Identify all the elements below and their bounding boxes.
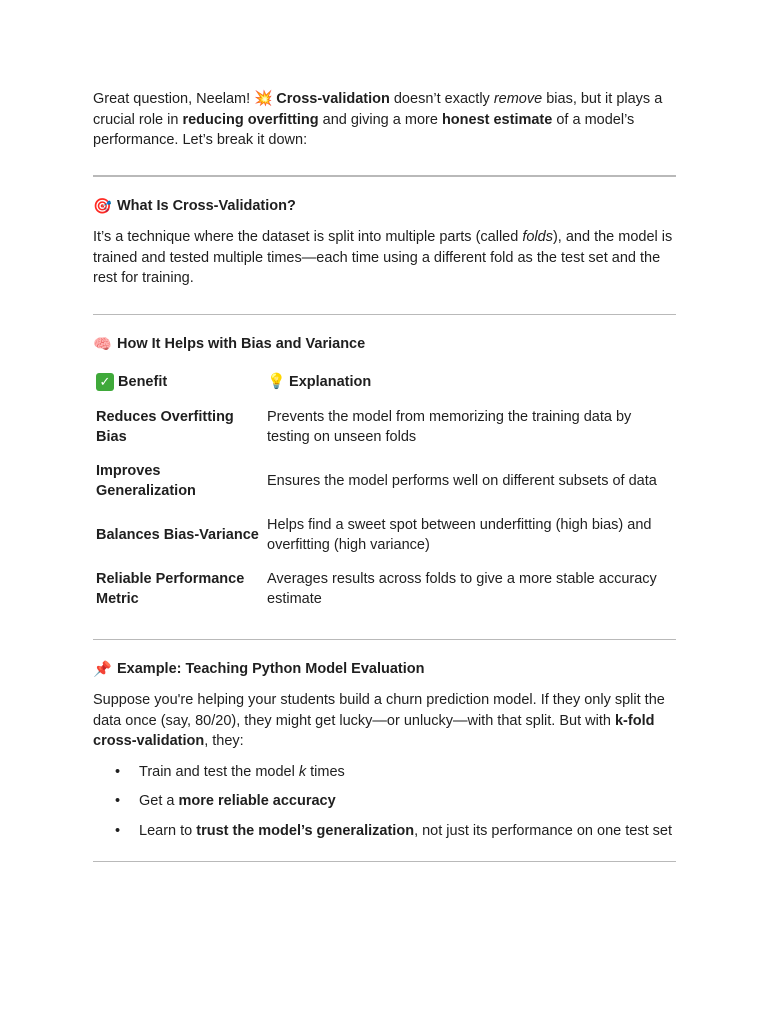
divider (93, 861, 676, 862)
bullet-text: Learn to (139, 822, 197, 839)
intro-italic-remove: remove (493, 91, 543, 107)
list-item (93, 791, 676, 812)
divider (93, 314, 676, 315)
intro-paragraph (93, 88, 676, 151)
benefit-cell: Balances Bias-Variance (96, 526, 259, 543)
column-header-label: Benefit (118, 373, 168, 390)
intro-bold-honest-estimate: honest estimate (441, 111, 553, 128)
bold-trust-generalization: trust the model’s generalization (196, 822, 415, 839)
table-row (93, 563, 679, 617)
explanation-cell: Averages results across folds to give a more stable accuracy estimate (267, 570, 657, 607)
bullet-text: Get a (139, 793, 179, 809)
italic-folds: folds (522, 229, 553, 245)
benefits-table (93, 365, 679, 617)
bullet-text: times (306, 763, 345, 780)
check-mark-icon: ✓ (96, 373, 114, 391)
intro-text: and giving a more (318, 111, 442, 128)
table-row (93, 401, 679, 455)
section-heading-example (93, 659, 676, 680)
section-heading-what-is (93, 196, 676, 217)
body-text: It’s a technique where the dataset is split into multiple parts (called (93, 229, 523, 245)
explanation-cell: Ensures the model performs well on different subsets of data (267, 472, 657, 489)
intro-bold-cross-validation: Cross-validation (276, 91, 390, 107)
section-title: What Is Cross-Validation? (117, 197, 296, 214)
sparkle-burst-icon: 💥 (254, 89, 273, 107)
brain-icon: 🧠 (93, 334, 112, 353)
benefit-cell: Reduces Overfitting Bias (96, 408, 234, 445)
table-row (93, 509, 679, 563)
response-content (93, 88, 676, 862)
intro-text: bias, but it plays a crucial role in (93, 91, 663, 128)
section-body-what-is (93, 227, 676, 289)
divider (93, 175, 676, 177)
table-row (93, 455, 679, 509)
italic-k: k (298, 763, 307, 780)
intro-text: doesn’t exactly (389, 91, 494, 107)
explanation-cell: Prevents the model from memorizing the training data by testing on unseen folds (267, 408, 632, 445)
intro-bold-reducing-overfitting: reducing overfitting (182, 111, 319, 128)
table-header-row (93, 365, 679, 401)
body-text: ), and the model is trained and tested multiple times—each time using a different fold as the test set and the rest for training. (93, 229, 673, 286)
section-title: Example: Teaching Python Model Evaluation (117, 660, 425, 677)
lightbulb-icon: 💡 (267, 372, 286, 390)
list-item (93, 762, 676, 783)
body-text: Suppose you're helping your students build a churn prediction model. If they only split the data once (say, 80/20), they might get lucky—or unlucky—with that split. But with (93, 692, 665, 729)
intro-text: Great question, Neelam! (93, 91, 251, 107)
section-body-example (93, 690, 676, 752)
bullet-text: , not just its performance on one test set (414, 822, 672, 839)
benefit-cell: Improves Generalization (96, 462, 196, 499)
bold-k-fold: k-fold cross-validation (93, 712, 655, 749)
list-item (93, 821, 676, 842)
column-header-explanation (264, 365, 679, 401)
bold-reliable-accuracy: more reliable accuracy (178, 793, 336, 809)
column-header-label: Explanation (289, 374, 372, 390)
column-header-benefit (93, 365, 264, 401)
body-text: , they: (204, 733, 244, 749)
target-icon: 🎯 (93, 196, 112, 215)
benefit-cell: Reliable Performance Metric (96, 570, 245, 607)
explanation-cell: Helps find a sweet spot between underfitting (high bias) and overfitting (high variance) (267, 516, 652, 553)
section-title: How It Helps with Bias and Variance (117, 335, 366, 352)
intro-text: of a model’s performance. Let’s break it down: (93, 111, 635, 148)
section-heading-how-it-helps (93, 334, 676, 355)
example-bullet-list (93, 762, 676, 842)
bullet-text: Train and test the model (139, 763, 299, 780)
divider (93, 639, 676, 640)
pushpin-icon: 📌 (93, 659, 112, 678)
